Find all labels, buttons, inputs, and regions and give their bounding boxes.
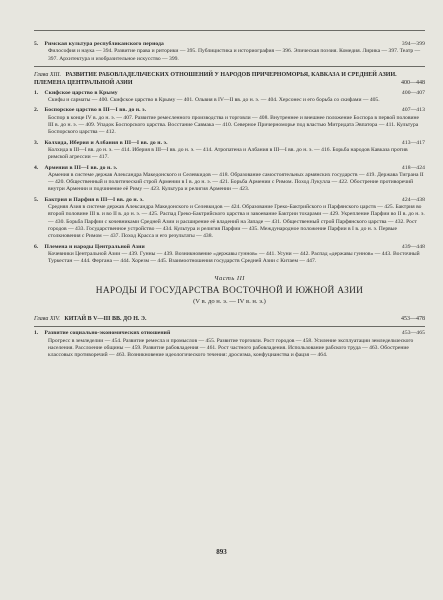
divider	[34, 66, 425, 67]
section-details: Колхида в III—I вв. до н. э. — 414. Иберия в III—I вв. до н. э. — 414. Атропатена и Албания в III—I вв. до н. э. — 416. Борьба народов Кавказа против римской агрессии — 417.	[48, 146, 408, 161]
section-title: Бактрия и Парфия в III—I вв. до н. э.	[44, 196, 144, 203]
section-number: 4.	[34, 164, 39, 171]
section-title: Римская культура республиканского периода	[44, 41, 164, 47]
section-pages: 424—438	[401, 196, 425, 203]
part-label: Часть III	[214, 275, 245, 283]
section-pages: 413—417	[401, 139, 425, 146]
section-pages: 418—424	[401, 164, 425, 171]
toc-entry	[34, 165, 425, 194]
section-details: Боспор в конце IV в. до н. э. — 407. Развитие ремесленного производства и торговли — 408. Внутреннее и внешнее положение Боспора в первой половине III в. до н. э. — 409. Упадок Боспорского царства. Восстание Савмака — 410. Северное Причерноморье под властью Митридата Эвпатора — 411. Культура Боспорского царства — 412.	[48, 114, 419, 136]
chapter-heading	[34, 71, 425, 87]
section-pages: 400—407	[401, 89, 425, 96]
chapter-title: КИТАЙ В V—III ВВ. ДО Н. Э.	[64, 316, 147, 323]
section-title: Армения в III—I вв. до н. э.	[44, 164, 118, 171]
chapter-label: Глава XIV.	[34, 316, 60, 323]
section-title: Боспорское царство в III—I вв. до н. э.	[44, 107, 147, 114]
section-details: Армения в системе держав Александра Македонского и Селевкидов — 418. Образование самостоятельных армянских государств — 419. Держава Тиграна II — 420. Общественный и политический строй Армении в I в. до н. э. — 421. Борьба Армении с Римом. Поход Лукулла — 422. Обострение противоречий внутри Армении и подчинение её Риму — 423. Культура и религия Армении — 423.	[48, 171, 424, 193]
section-title: Развитие социально-экономических отношений	[44, 330, 171, 337]
section-details: Философия и наука — 394. Развитие права и риторики — 395. Публицистика и историография — 396. Эпическая поэзия. Комедия. Лирика — 397. Театр — 397. Архитектура и изобразительное искусство — 399.	[48, 48, 421, 62]
top-rule	[34, 30, 425, 31]
section-number: 6.	[34, 243, 39, 250]
divider	[34, 326, 425, 327]
part-heading	[34, 275, 425, 305]
toc-entry	[34, 41, 425, 63]
section-number: 5.	[34, 41, 39, 47]
toc-entry	[34, 244, 425, 266]
toc-entry	[34, 197, 425, 241]
section-pages: 394—399	[401, 41, 425, 47]
page-number: 893	[216, 548, 227, 556]
section-number: 3.	[34, 139, 39, 146]
toc-entry	[34, 107, 425, 136]
section-number: 2.	[34, 107, 39, 114]
chapter-label: Глава XIII.	[34, 71, 62, 78]
section-number: 1.	[34, 89, 39, 96]
chapter-pages: 453—478	[401, 316, 425, 323]
toc-entry	[34, 140, 425, 162]
section-details: Кочевники Центральной Азии — 439. Гунны — 439. Возникновение «державы гуннов» — 441. Усуни — 442. Распад «державы гуннов» — 443. Восточный Туркестан — 444. Фергана — 444. Хорезм — 445. Взаимоотношения государств Средней Азии с Китаем — 447.	[48, 250, 420, 265]
toc-entry	[34, 330, 425, 359]
chapter-title: РАЗВИТИЕ РАБОВЛАДЕЛЬЧЕСКИХ ОТНОШЕНИЙ У НАРОДОВ ПРИЧЕРНОМОРЬЯ, КАВКАЗА И СРЕДНЕЙ АЗИИ. ПЛЕМЕНА ЦЕНТРАЛЬНОЙ АЗИИ	[34, 71, 397, 86]
section-pages: 407—413	[401, 107, 425, 114]
section-pages: 453—465	[401, 330, 425, 337]
section-title: Скифское царство в Крыму	[44, 89, 118, 96]
section-title: Колхида, Иберия и Албания в III—I вв. до н. э.	[44, 139, 168, 146]
toc-entry	[34, 90, 425, 105]
section-details: Средняя Азия в системе держав Александра Македонского и Селевкидов — 424. Образование Греко-Бактрийского и Парфянского царств — 425. Бактрия во второй половине III в. и во II в. до н. э. — 425. Распад Греко-Бактрийского царства и завоевание Бактрии тохарами — 429. Укрепление Парфии во II в. до н. э. — 430. Борьба Парфии с кочевниками Средней Азии и расширение её владений на Западе — 431. Общественный строй Парфянского царства — 432. Рост городов — 433. Государственное устройство — 434. Культура и религия Парфии — 435. Международное положение Парфии в I в. до н. э. Первые столкновения с Римом — 437. Поход Красса и его результаты — 438.	[48, 204, 425, 240]
section-details: Скифы и сарматы — 400. Скифское царство в Крыму — 401. Ольвия в IV—II вв. до н. э. — 404. Херсонес и его борьба со скифами — 405.	[48, 97, 380, 104]
part-title: НАРОДЫ И ГОСУДАРСТВА ВОСТОЧНОЙ И ЮЖНОЙ АЗИИ	[95, 286, 364, 297]
section-number: 1.	[34, 330, 39, 337]
section-pages: 439—448	[401, 243, 425, 250]
part-subtitle: (V в. до н. э. — IV в. н. э.)	[193, 298, 266, 306]
section-number: 5.	[34, 196, 39, 203]
chapter-heading	[34, 315, 425, 323]
section-details: Прогресс в земледелии — 454. Развитие ремесла и промыслов — 455. Развитие торговли. Рост городов — 458. Усиление эксплуатации земледельческого населения. Расслоение общины — 459. Развитие рабовладения — 461. Рост частного рабовладения. Использование рабского труда — 463. Обострение классовых противоречий — 463. Возникновение идеологического течения: дросизма, конфуцианства и фацзя — 464.	[48, 337, 414, 359]
section-title: Племена и народы Центральной Азии	[44, 243, 145, 250]
chapter-pages: 400—448	[401, 79, 425, 86]
